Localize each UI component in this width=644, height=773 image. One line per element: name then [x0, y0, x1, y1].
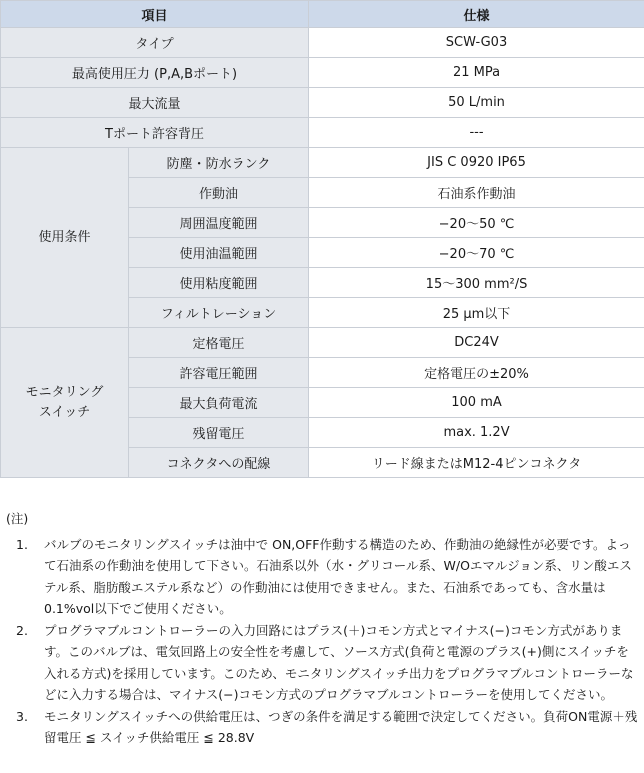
row-label: コネクタへの配線: [129, 448, 309, 478]
note-number: 3.: [16, 708, 28, 724]
note-item: [0, 620, 644, 706]
row-label: フィルトレーション: [129, 298, 309, 328]
row-value: 25 μm以下: [309, 298, 644, 328]
row-label: 残留電圧: [129, 418, 309, 448]
note-number: 1.: [16, 536, 28, 552]
row-value: ---: [309, 118, 644, 148]
group-label-line: スイッチ: [38, 404, 91, 420]
row-value: −20〜70 ℃: [309, 238, 644, 268]
group-label-monitoring-switch: [1, 328, 129, 478]
notes-section: [0, 508, 644, 749]
note-text: モニタリングスイッチへの供給電圧は、つぎの条件を満足する範囲で決定してください。負荷ON電源＋残留電圧 ≦ スイッチ供給電圧 ≦ 28.8V: [44, 708, 638, 745]
note-number: 2.: [16, 622, 28, 638]
row-value: DC24V: [309, 328, 644, 358]
row-label: 周囲温度範囲: [129, 208, 309, 238]
header-spec: 仕様: [309, 1, 644, 28]
row-label: 使用粘度範囲: [129, 268, 309, 298]
row-value: 15〜300 mm²/S: [309, 268, 644, 298]
note-text: プログラマブルコントローラーの入力回路にはプラス(＋)コモン方式とマイナス(−)コモン方式があります。このバルブは、電気回路上の安全性を考慮して、ソース方式(負荷と電源のプラス(+)側にスイッチを入れる方式)を採用しています。このため、モニタリングスイッチ出力をプログラマブルコントローラーなどに入力する場合は、マイナス(−)コモン方式のプログラマブルコントローラーを使用してください。: [44, 622, 634, 702]
row-label: 使用油温範囲: [129, 238, 309, 268]
notes-list: [0, 534, 644, 749]
row-value: 定格電圧の±20%: [309, 358, 644, 388]
notes-heading: (注): [6, 511, 29, 526]
row-label: 防塵・防水ランク: [129, 148, 309, 178]
row-value: リード線またはM12-4ピンコネクタ: [309, 448, 644, 478]
row-label: Tポート許容背圧: [1, 118, 309, 148]
row-value: 21 MPa: [309, 58, 644, 88]
note-item: [0, 534, 644, 620]
group-label-usage-conditions: 使用条件: [1, 148, 129, 328]
row-value: JIS C 0920 IP65: [309, 148, 644, 178]
row-label: 最大流量: [1, 88, 309, 118]
table-row: [1, 88, 644, 118]
row-label: 作動油: [129, 178, 309, 208]
row-label: タイプ: [1, 28, 309, 58]
row-value: SCW-G03: [309, 28, 644, 58]
row-label: 最高使用圧力 (P,A,Bポート): [1, 58, 309, 88]
row-value: −20〜50 ℃: [309, 208, 644, 238]
row-value: 石油系作動油: [309, 178, 644, 208]
note-item: [0, 706, 644, 749]
row-label: 定格電圧: [129, 328, 309, 358]
table-row: [1, 118, 644, 148]
table-header-row: [1, 1, 644, 28]
row-value: max. 1.2V: [309, 418, 644, 448]
note-text: バルブのモニタリングスイッチは油中で ON,OFF作動する構造のため、作動油の絶縁性が必要です。よって石油系の作動油を使用して下さい。石油系以外（水・グリコール系、W/Oエマルジョン系、リン酸エステル系、脂肪酸エステル系など）の作動油には使用できません。また、石油系であっても、含水量は 0.1%vol以下でご使用ください。: [44, 536, 632, 616]
row-label: 最大負荷電流: [129, 388, 309, 418]
group-label-line: モニタリング: [25, 384, 104, 400]
row-value: 100 mA: [309, 388, 644, 418]
header-item: 項目: [1, 1, 309, 28]
table-row: [1, 58, 644, 88]
row-value: 50 L/min: [309, 88, 644, 118]
table-row: [1, 148, 644, 178]
table-row: [1, 28, 644, 58]
table-row: [1, 328, 644, 358]
row-label: 許容電圧範囲: [129, 358, 309, 388]
